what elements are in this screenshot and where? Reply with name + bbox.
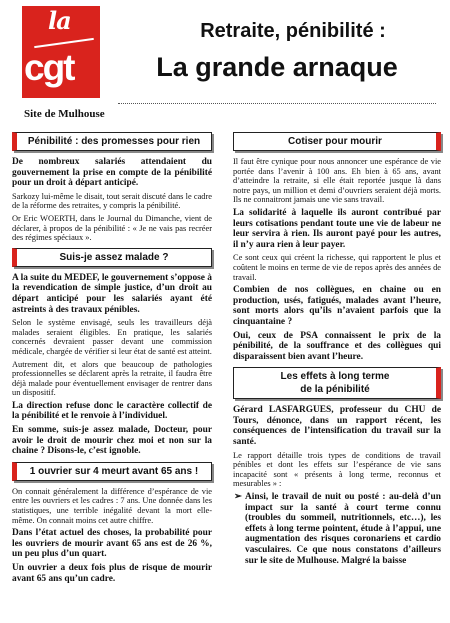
- para: Dans l’état actuel des choses, la probabilité pour les ouvriers de mourir avant 65 ans est de 26 %, un peu plus d’un quart.: [12, 528, 212, 560]
- section-heading-cotiser: Cotiser pour mourir: [233, 132, 441, 151]
- heading-line: Les effets à long terme: [280, 371, 390, 383]
- para: Or Eric WOERTH, dans le Journal du Dimanche, vient de déclarer, à propos de la pénibilité : « Je ne vais pas recréer des régimes spéciaux ».: [12, 213, 212, 243]
- logo-la: la: [48, 6, 71, 35]
- para: En somme, suis-je assez malade, Docteur, pour avoir le droit de mourir chez moi et non sur la chaine ? Disons-le, c’est ignoble.: [12, 425, 212, 457]
- title-line-1: Retraite, pénibilité :: [200, 20, 386, 42]
- title-line-2: La grande arnaque: [156, 52, 398, 82]
- para: La direction refuse donc le caractère collectif de la pénibilité et le renvoie à l’individuel.: [12, 400, 212, 422]
- bullet-list: [233, 492, 441, 566]
- para: Gérard LASFARGUES, professeur du CHU de Tours, dénonce, dans un rapport récent, les conséquences de l’intensification du travail sur la santé.: [233, 405, 441, 448]
- para: Sarkozy lui-même le disait, tout serait discuté dans le cadre de la réforme des retraites, y compris la pénibilité.: [12, 191, 212, 211]
- section-heading-malade: Suis-je assez malade ?: [12, 248, 212, 267]
- site-label: Site de Mulhouse: [24, 108, 105, 120]
- divider: [118, 103, 436, 105]
- para: De nombreux salariés attendaient du gouvernement la prise en compte de la pénibilité pour un droit à départ anticipé.: [12, 157, 212, 189]
- list-item: ➢ Ainsi, le travail de nuit ou posté : au-delà d’un impact sur la santé à court terme connu (troubles du sommeil, nutritionnels, etc…), les effets à long terme pointent, étude à l’appui, une augmentation des risques coronariens et cardio vasculaires. Ce que nous constatons d’ailleurs sur le site de Mulhouse. Malgré la baisse: [245, 492, 441, 566]
- para: A la suite du MEDEF, le gouvernement s’oppose à la revendication de simple justice, d’un droit au départ anticipé pour les salariés ayant été astreints à des travaux pénibles.: [12, 272, 212, 315]
- section-heading-penibilite: Pénibilité : des promesses pour rien: [12, 132, 212, 151]
- para: Selon le système envisagé, seuls les travailleurs déjà malades seraient éligibles. En pratique, les salariés concernés devraient passer devant une commission médicale, chargée de vérifier si leur état de santé est atteint.: [12, 318, 212, 356]
- cgt-logo: [22, 6, 100, 98]
- para: Combien de nos collègues, en chaine ou en production, usés, fatigués, malades avant l’heure, sont morts alors qu’ils n’avaient parfois que la cinquantaine ?: [233, 285, 441, 327]
- para: Le rapport détaille trois types de conditions de travail pénibles et dont les effets sur l’espérance de vie sans incapacité sont « présents à long terme, reconnus et mesurables » :: [233, 450, 441, 489]
- para: Il faut être cynique pour nous annoncer une espérance de vie portée dans l’avenir à 100 ans. Eh bien à 65 ans, avant d’atteindre la retraite, si elle était reportée jusque là dans notre pays, un million et demi d’ouvriers seraient déjà morts. Ils ne connaitront jamais une vie sans travail.: [233, 157, 441, 205]
- section-heading-effets: [233, 367, 441, 399]
- left-column: [12, 132, 212, 587]
- right-column: [233, 132, 441, 566]
- para: On connait généralement la différence d’espérance de vie entre les ouvriers et les cadres : 7 ans. Une donnée dans les statistiques, une terrible inégalité devant la mort elle-même. On connait moins cet autre chiffre.: [12, 486, 212, 525]
- para: Oui, ceux de PSA connaissent le prix de la pénibilité, de la souffrance et des collègues qui disparaissent bien avant l’heure.: [233, 330, 441, 362]
- heading-line: de la pénibilité: [300, 384, 370, 396]
- section-heading-ouvrier: 1 ouvrier sur 4 meurt avant 65 ans !: [12, 462, 212, 481]
- para: Un ouvrier a deux fois plus de risque de mourir avant 65 ans qu’un cadre.: [12, 563, 212, 584]
- logo-cgt: cgt: [24, 47, 74, 88]
- para: Ce sont ceux qui créent la richesse, qui rapportent le plus et coûtent le moins en terme de vie de repos après des années de travail.: [233, 253, 441, 282]
- para: Autrement dit, et alors que beaucoup de pathologies professionnelles se déclarent après la retraite, il faudra être déjà malade pour éventuellement envisager de rentrer dans un dispositif.: [12, 359, 212, 398]
- para: La solidarité à laquelle ils auront contribué par leurs cotisations pendant toute une vie de labeur ne leur servira à rien. Ils auront payé pour les autres, il n’y aura rien à leur payer.: [233, 207, 441, 250]
